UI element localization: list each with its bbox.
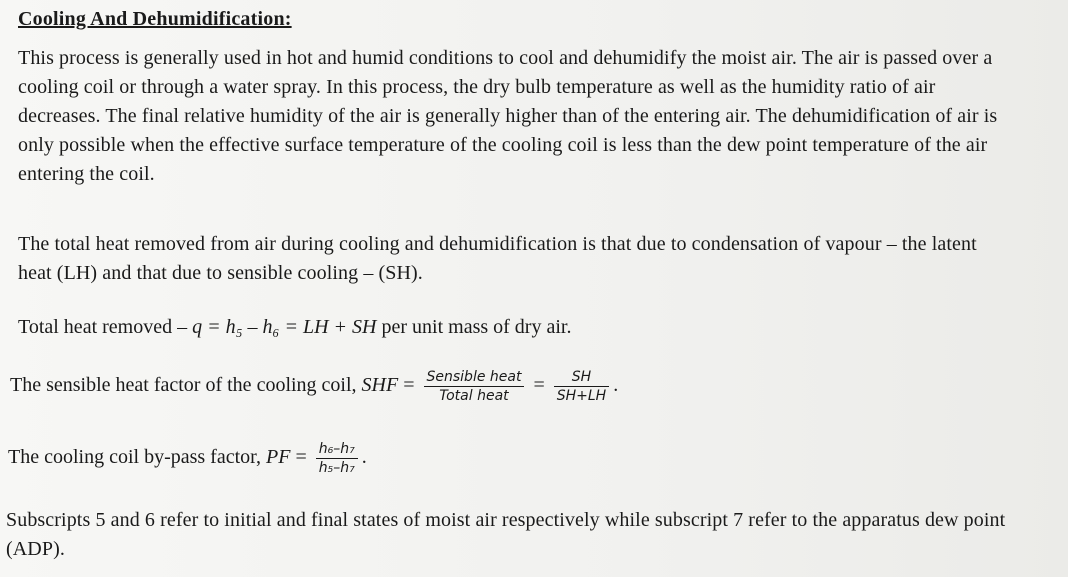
shf-numerator-words: Sensible heat [424,368,525,387]
paragraph-process-description: This process is generally used in hot and humid conditions to cool and dehumidify the moist air. The air is passed over a cooling coil or through a water spray. In this process, the dry bulb temperature as well as the humidity ratio of air decreases. The final relative humidity of the air is generally higher than of the entering air. The dehumidification of air is only possible when the effective surface temperature of the cooling coil is less than the dew point temperature of the air entering the coil. [18,47,998,185]
bpf-symbol: PF [266,446,291,469]
bpf-equals: = [290,446,312,469]
total-heat-prefix: Total heat removed – [18,316,193,338]
bypass-factor-equation-line [8,440,367,477]
total-heat-equation: q = h₅ – h₆ = LH + SH [192,316,377,338]
shf-denominator-symbols: SH+LH [556,388,607,404]
shf-prefix: The sensible heat factor of the cooling coil, [10,374,362,397]
total-heat-suffix: per unit mass of dry air. [376,316,572,338]
bpf-prefix: The cooling coil by-pass factor, [8,446,267,469]
shf-equation-line [10,368,618,405]
total-heat-equation-line [18,316,571,339]
shf-numerator-symbols: SH [554,368,609,387]
paragraph-total-heat: The total heat removed from air during cooling and dehumidification is that due to condensation of vapour – the latent heat (LH) and that due to sensible cooling – (SH). [18,233,977,284]
shf-denominator-words: Total heat [439,388,509,404]
bpf-suffix: . [361,446,367,469]
shf-fraction-words [424,368,525,405]
shf-equals-1: = [398,374,420,397]
shf-symbol: SHF [361,374,399,397]
section-title: Cooling And Dehumidification: [18,8,292,30]
shf-suffix: . [613,374,619,397]
bpf-fraction [316,440,358,477]
bpf-numerator: h₆–h₇ [316,440,358,459]
paragraph-subscripts: Subscripts 5 and 6 refer to initial and final states of moist air respectively while subscript 7 refer to the apparatus dew point (ADP). [6,509,1006,560]
margin-bleedthrough-marks [1044,250,1064,430]
shf-fraction-symbols [554,368,609,405]
shf-equals-2: = [528,374,550,397]
bpf-denominator: h₅–h₇ [318,460,355,476]
